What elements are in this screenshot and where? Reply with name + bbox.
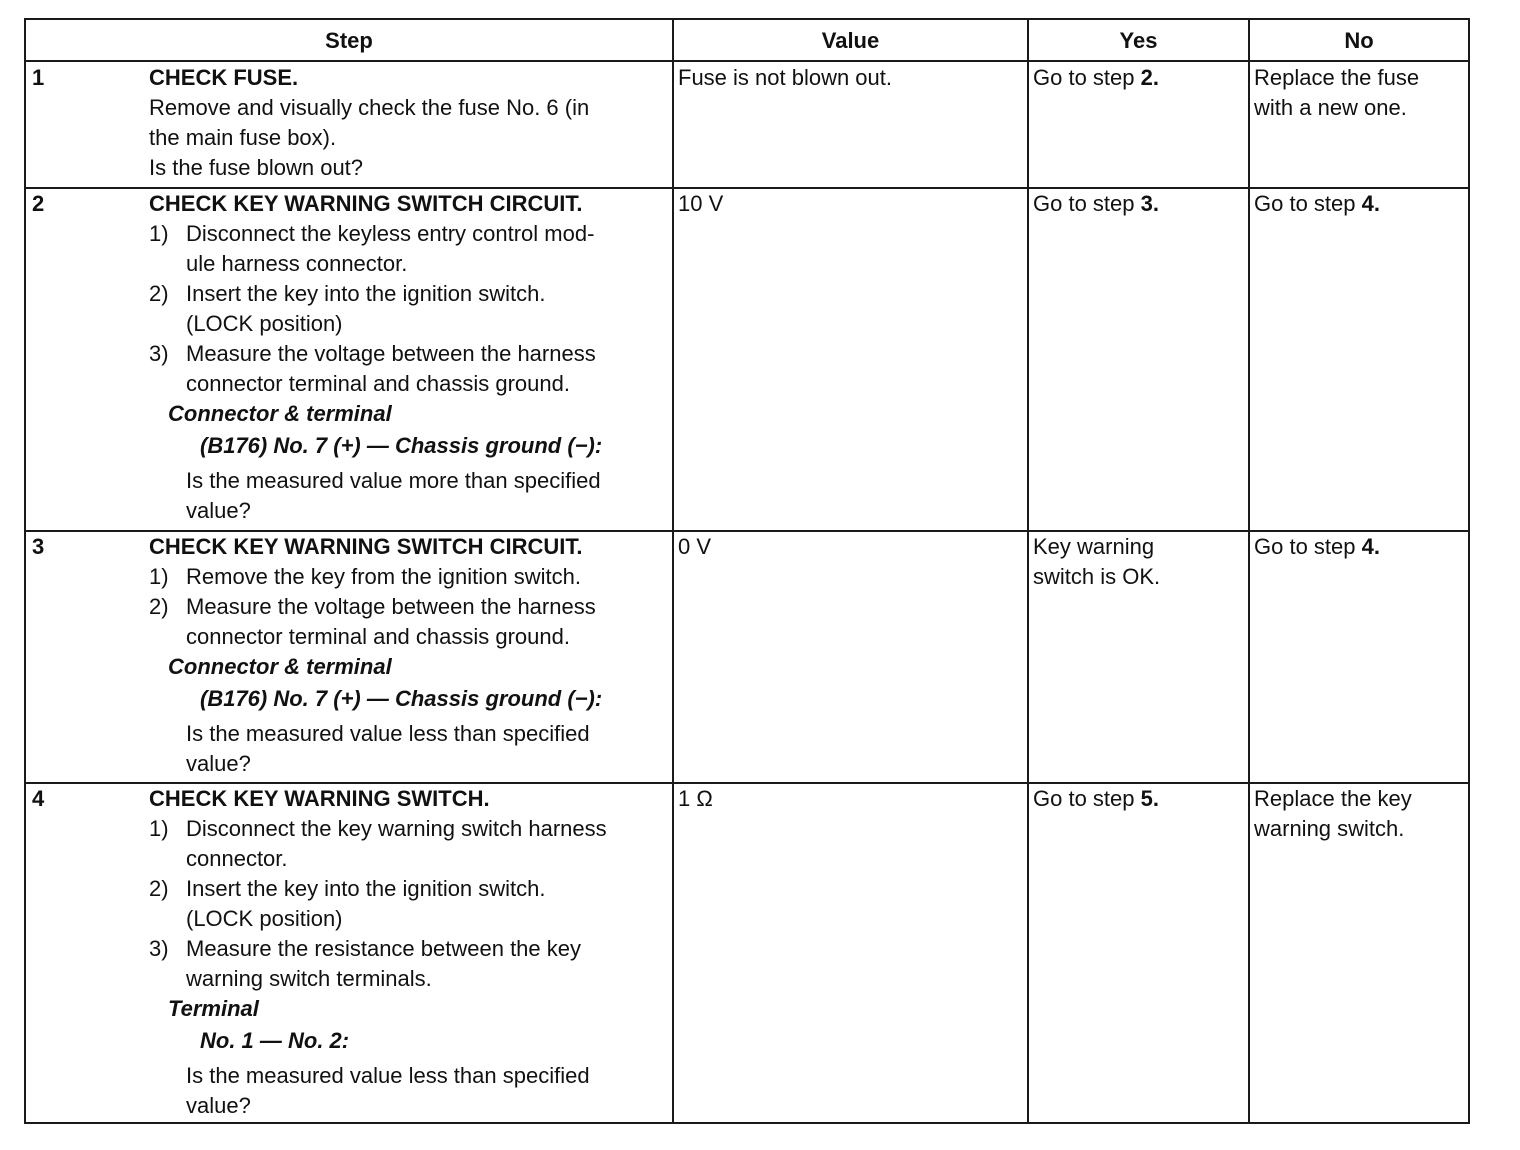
substep-text: Remove the key from the ignition switch. [186, 564, 581, 589]
no-step-ref: 4. [1361, 534, 1380, 559]
question-text: value? [186, 1093, 251, 1118]
substep [149, 874, 664, 904]
substep [149, 934, 664, 964]
question-text: value? [186, 751, 251, 776]
substep-text: connector. [186, 846, 288, 871]
connector-label: Connector & terminal [168, 654, 392, 679]
diagnostic-table [24, 18, 1470, 1124]
column-divider [1248, 20, 1250, 1122]
substep-text: Disconnect the keyless entry control mod- [186, 221, 595, 246]
yes-text-line: Key warning [1033, 534, 1155, 559]
substep-number: 2) [149, 594, 169, 619]
substep-text: connector terminal and chassis ground. [186, 624, 570, 649]
question-text: value? [186, 498, 251, 523]
substep-number: 2) [149, 876, 169, 901]
substep [149, 339, 664, 369]
value-cell [678, 63, 892, 93]
yes-step-ref: 5. [1140, 786, 1159, 811]
step-text-line: Is the fuse blown out? [149, 155, 364, 180]
substep-number: 1) [149, 564, 169, 589]
header-yes: Yes [1119, 28, 1158, 53]
substep-number: 3) [149, 936, 169, 961]
substep-text: Measure the voltage between the harness [186, 341, 596, 366]
column-divider [672, 20, 674, 1122]
substep-text: Insert the key into the ignition switch. [186, 876, 546, 901]
column-divider [1027, 20, 1029, 1122]
no-text: Go to step [1254, 534, 1362, 559]
substep-number: 1) [149, 221, 169, 246]
no-cell [1254, 63, 1419, 123]
step-description [149, 63, 664, 183]
substep [149, 279, 664, 309]
substep-text: warning switch terminals. [186, 966, 432, 991]
no-text: Go to step [1254, 191, 1362, 216]
substep-text: connector terminal and chassis ground. [186, 371, 570, 396]
step-title: CHECK KEY WARNING SWITCH CIRCUIT. [149, 191, 583, 216]
no-text-line: warning switch. [1254, 816, 1405, 841]
value-text: 0 V [678, 534, 712, 559]
substep [149, 219, 664, 249]
question-text: Is the measured value less than specified [186, 721, 590, 746]
no-text-line: Replace the fuse [1254, 65, 1420, 90]
substep-text: ule harness connector. [186, 251, 408, 276]
value-text: 1 Ω [678, 786, 713, 811]
substep-text: Measure the resistance between the key [186, 936, 582, 961]
no-text-line: with a new one. [1254, 95, 1407, 120]
substep [149, 592, 664, 622]
yes-text: Go to step [1033, 786, 1141, 811]
header-step: Step [325, 28, 373, 53]
step-description [149, 532, 664, 779]
step-text-line: Remove and visually check the fuse No. 6 (in [149, 95, 590, 120]
connector-label: Terminal [168, 996, 259, 1021]
step-number: 4 [32, 786, 45, 811]
step-title: CHECK KEY WARNING SWITCH. [149, 786, 490, 811]
substep-text: (LOCK position) [186, 311, 343, 336]
step-title: CHECK FUSE. [149, 65, 299, 90]
value-text: 10 V [678, 191, 724, 216]
substep-text: Disconnect the key warning switch harness [186, 816, 607, 841]
value-cell [678, 189, 723, 219]
yes-text: Go to step [1033, 65, 1141, 90]
substep [149, 814, 664, 844]
connector-value: No. 1 — No. 2: [200, 1028, 350, 1053]
connector-value: (B176) No. 7 (+) — Chassis ground (−): [200, 433, 603, 458]
yes-cell [1033, 532, 1160, 592]
no-cell [1254, 532, 1380, 562]
header-value: Value [821, 28, 880, 53]
value-text: Fuse is not blown out. [678, 65, 893, 90]
row-divider [26, 60, 1468, 62]
substep-text: Insert the key into the ignition switch. [186, 281, 546, 306]
step-number: 3 [32, 534, 45, 559]
no-cell [1254, 189, 1380, 219]
substep [149, 562, 664, 592]
no-text-line: Replace the key [1254, 786, 1412, 811]
step-text-line: the main fuse box). [149, 125, 337, 150]
substep-text: Measure the voltage between the harness [186, 594, 596, 619]
yes-step-ref: 3. [1140, 191, 1159, 216]
yes-step-ref: 2. [1140, 65, 1159, 90]
no-cell [1254, 784, 1412, 844]
no-step-ref: 4. [1361, 191, 1380, 216]
substep-number: 3) [149, 341, 169, 366]
connector-value: (B176) No. 7 (+) — Chassis ground (−): [200, 686, 603, 711]
yes-cell [1033, 63, 1159, 93]
substep-number: 1) [149, 816, 169, 841]
yes-cell [1033, 189, 1159, 219]
step-description [149, 784, 664, 1121]
header-no: No [1344, 28, 1374, 53]
substep-number: 2) [149, 281, 169, 306]
yes-text-line: switch is OK. [1033, 564, 1161, 589]
question-text: Is the measured value more than specified [186, 468, 601, 493]
step-number: 2 [32, 191, 45, 216]
substep-text: (LOCK position) [186, 906, 343, 931]
yes-text: Go to step [1033, 191, 1141, 216]
value-cell [678, 784, 713, 814]
step-title: CHECK KEY WARNING SWITCH CIRCUIT. [149, 534, 583, 559]
question-text: Is the measured value less than specified [186, 1063, 590, 1088]
connector-label: Connector & terminal [168, 401, 392, 426]
yes-cell [1033, 784, 1159, 814]
step-description [149, 189, 664, 526]
step-number: 1 [32, 65, 45, 90]
value-cell [678, 532, 711, 562]
